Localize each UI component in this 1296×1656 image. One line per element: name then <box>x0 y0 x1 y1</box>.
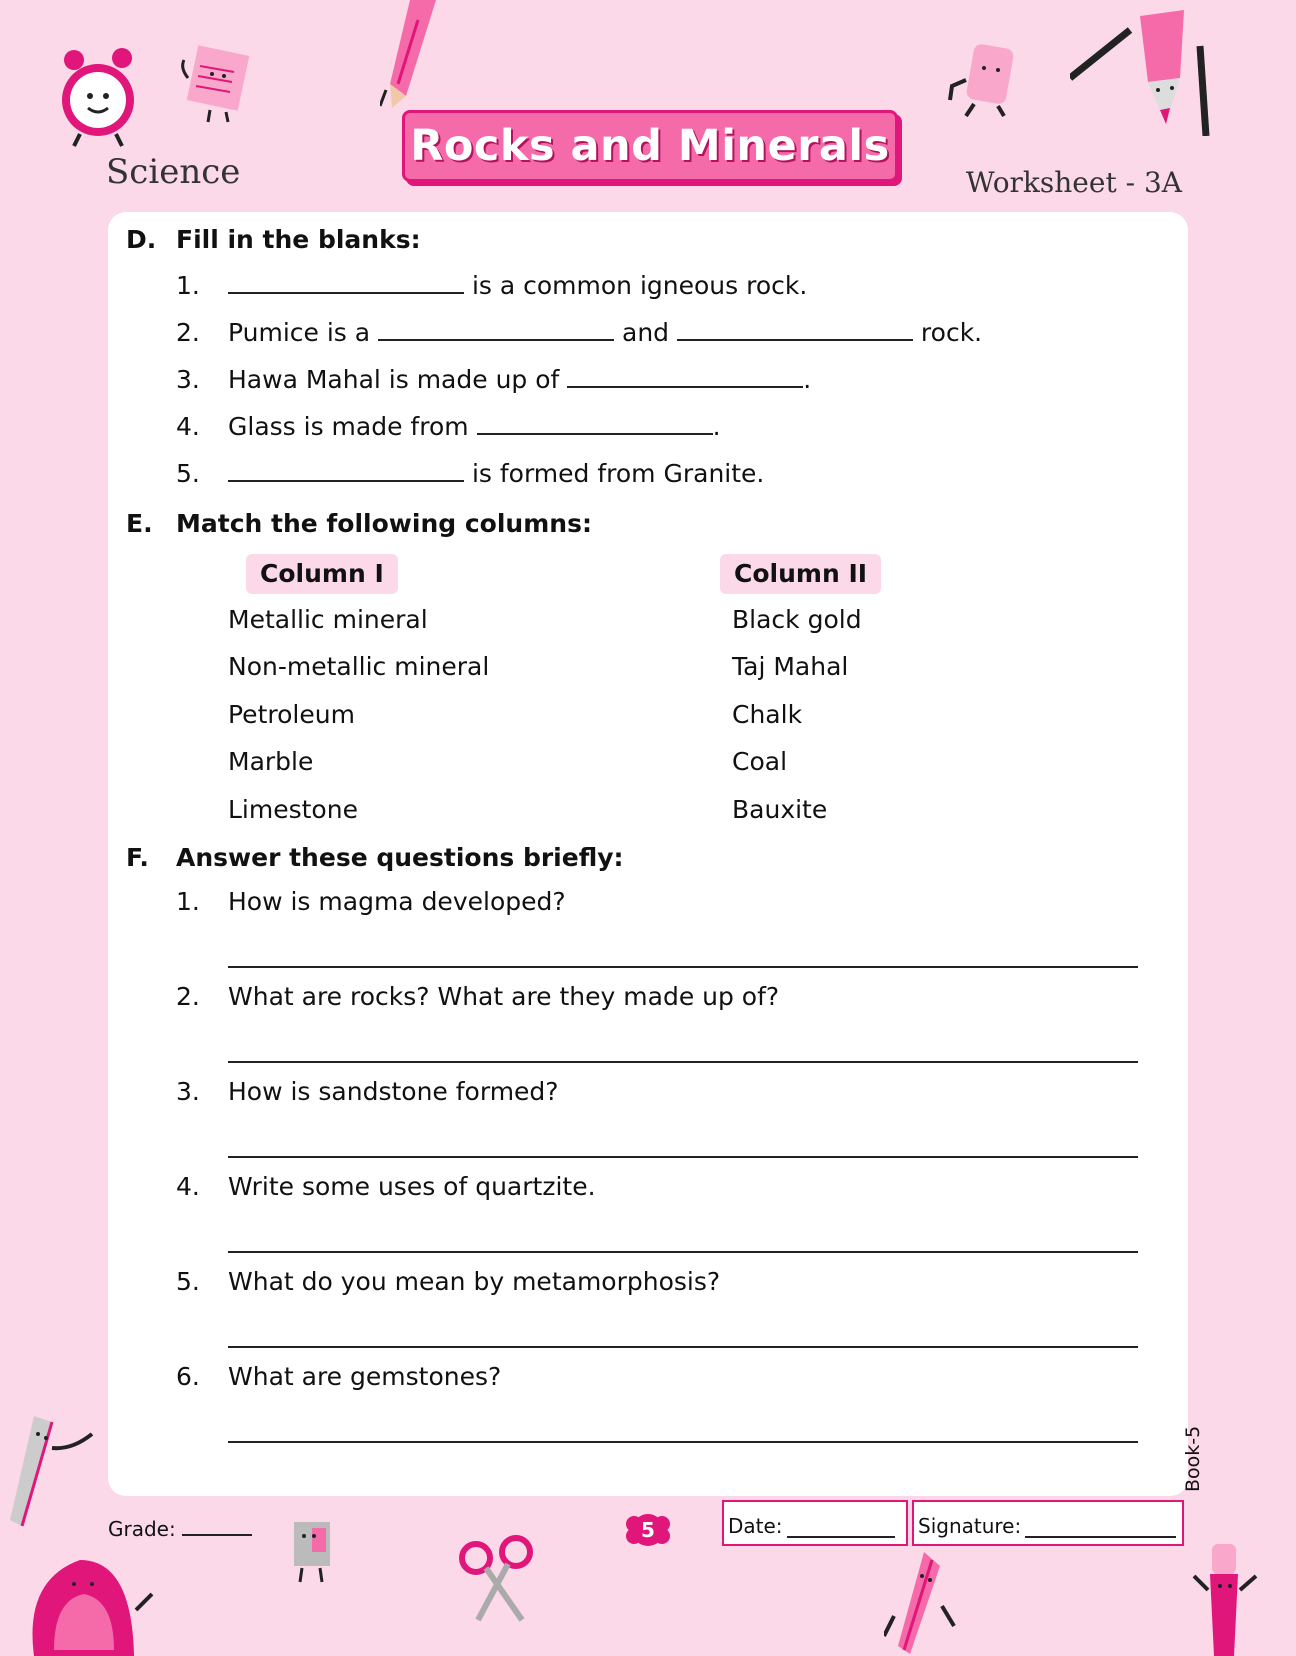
column-1-item: Marble <box>228 747 314 776</box>
date-blank[interactable] <box>787 1520 895 1538</box>
column-1-item: Petroleum <box>228 700 355 729</box>
answer-line-4[interactable] <box>228 1251 1138 1253</box>
d-item-1-num: 1. <box>176 271 200 300</box>
d-item-2-blank-b[interactable] <box>677 317 913 341</box>
d-item-5 <box>228 458 764 490</box>
d-item-5-after: is formed from Granite. <box>464 459 765 488</box>
f-question-6-num: 6. <box>176 1362 200 1391</box>
pen-icon <box>1190 1540 1260 1656</box>
alarm-clock-icon <box>52 42 148 152</box>
section-d-letter: D. <box>126 225 157 254</box>
scissors-icon <box>456 1534 536 1624</box>
column-2-item: Coal <box>732 747 788 776</box>
f-question-1: How is magma developed? <box>228 887 566 916</box>
d-item-4-blank[interactable] <box>477 411 713 435</box>
d-item-2-after: rock. <box>912 318 983 347</box>
d-item-2-before: Pumice is a <box>228 318 379 347</box>
d-item-4-before: Glass is made from <box>228 412 477 441</box>
d-item-1-after: is a common igneous rock. <box>464 271 808 300</box>
d-item-3-before: Hawa Mahal is made up of <box>228 365 568 394</box>
pencil-icon <box>380 0 440 110</box>
d-item-2-num: 2. <box>176 318 200 347</box>
book-label: Book-5 <box>1182 1425 1204 1492</box>
column-2-item: Chalk <box>732 700 803 729</box>
f-question-1-num: 1. <box>176 887 200 916</box>
notepad-icon <box>176 44 260 124</box>
column-1-item: Metallic mineral <box>228 605 428 634</box>
d-item-1 <box>228 270 807 302</box>
grade-field <box>108 1516 252 1541</box>
page-number: 5 <box>641 1518 655 1542</box>
column-1-item: Limestone <box>228 795 358 824</box>
f-question-5: What do you mean by metamorphosis? <box>228 1267 721 1296</box>
eraser-icon <box>944 40 1034 120</box>
grade-label: Grade: <box>108 1517 176 1541</box>
d-item-2-blank-a[interactable] <box>378 317 614 341</box>
answer-line-5[interactable] <box>228 1346 1138 1348</box>
date-label: Date: <box>728 1514 783 1538</box>
answer-line-6[interactable] <box>228 1441 1138 1443</box>
section-f-title: Answer these questions briefly: <box>176 843 624 872</box>
d-item-3 <box>228 364 811 396</box>
section-d-title: Fill in the blanks: <box>176 225 421 254</box>
d-item-2 <box>228 317 982 349</box>
d-item-3-after: . <box>803 365 812 394</box>
answer-line-2[interactable] <box>228 1061 1138 1063</box>
signature-label: Signature: <box>918 1514 1022 1538</box>
section-e-letter: E. <box>126 509 153 538</box>
section-e-title: Match the following columns: <box>176 509 592 538</box>
answer-line-1[interactable] <box>228 966 1138 968</box>
f-question-6: What are gemstones? <box>228 1362 502 1391</box>
worksheet-title: Rocks and Minerals <box>410 121 890 171</box>
f-question-4: Write some uses of quartzite. <box>228 1172 596 1201</box>
date-field[interactable] <box>722 1500 908 1546</box>
f-question-3-num: 3. <box>176 1077 200 1106</box>
worksheet-number: Worksheet - 3A <box>965 166 1182 199</box>
signature-field[interactable] <box>912 1500 1184 1546</box>
d-item-5-num: 5. <box>176 459 200 488</box>
column-2-item: Black gold <box>732 605 862 634</box>
d-item-4-num: 4. <box>176 412 200 441</box>
column-2-item: Taj Mahal <box>732 652 849 681</box>
column-1-header: Column I <box>246 554 398 594</box>
pencil-character-icon <box>1070 6 1220 136</box>
d-item-4-after: . <box>712 412 721 441</box>
sharpener-icon <box>284 1518 344 1586</box>
section-f-letter: F. <box>126 843 149 872</box>
grade-blank[interactable] <box>182 1516 252 1536</box>
d-item-4 <box>228 411 721 443</box>
ruler-icon <box>8 1410 98 1530</box>
d-item-3-num: 3. <box>176 365 200 394</box>
answer-line-3[interactable] <box>228 1156 1138 1158</box>
crayon-icon <box>884 1546 964 1656</box>
d-item-5-blank[interactable] <box>228 458 464 482</box>
content-card <box>108 212 1188 1496</box>
d-item-2-middle: and <box>614 318 677 347</box>
f-question-3: How is sandstone formed? <box>228 1077 559 1106</box>
f-question-5-num: 5. <box>176 1267 200 1296</box>
column-1-item: Non-metallic mineral <box>228 652 490 681</box>
subject-label: Science <box>106 152 241 192</box>
title-banner <box>402 110 898 182</box>
signature-blank[interactable] <box>1025 1520 1176 1538</box>
column-2-item: Bauxite <box>732 795 828 824</box>
d-item-1-blank[interactable] <box>228 270 464 294</box>
f-question-4-num: 4. <box>176 1172 200 1201</box>
f-question-2-num: 2. <box>176 982 200 1011</box>
column-2-header: Column II <box>720 554 881 594</box>
d-item-3-blank[interactable] <box>567 364 803 388</box>
f-question-2: What are rocks? What are they made up of? <box>228 982 780 1011</box>
